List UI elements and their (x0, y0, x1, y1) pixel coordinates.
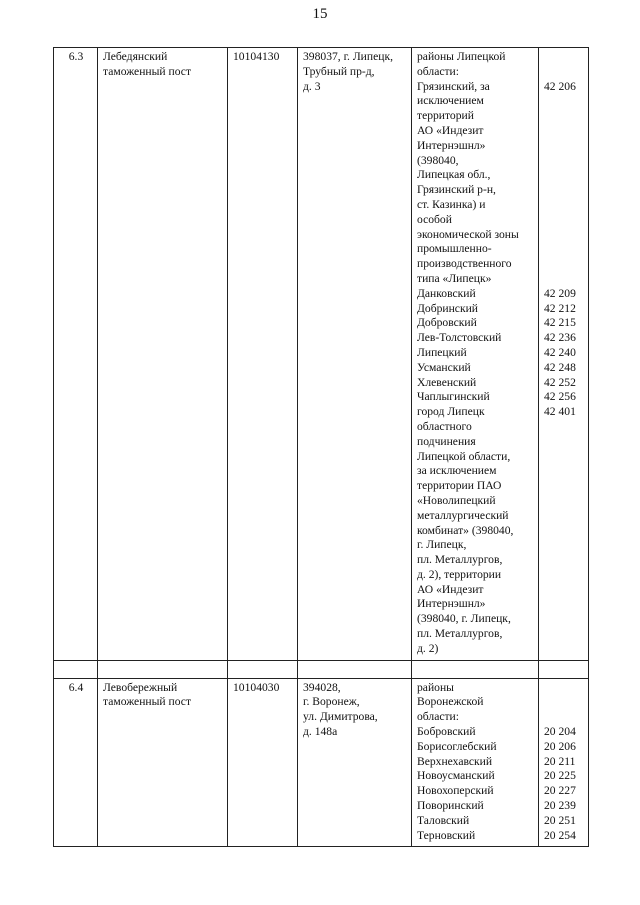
code-entry: 20 211 (544, 754, 576, 768)
area-entry: районы (417, 680, 454, 694)
row-number: 6.4 (54, 678, 98, 847)
code-entry: 42 252 (544, 375, 576, 389)
code-entry (544, 168, 584, 183)
area-entry: Новохоперский (417, 784, 494, 798)
area-entry: районы Липецкой (417, 50, 506, 63)
post-address: 398037, г. Липецк, Трубный пр-д, д. 3 (303, 50, 393, 93)
code-entry (544, 538, 584, 553)
area-entry: Хлевенский (417, 375, 477, 389)
post-code: 10104130 (228, 48, 298, 661)
area-entry: Данковский (417, 286, 476, 300)
code-entry (544, 509, 584, 524)
code-entry: 42 240 (544, 345, 576, 359)
code-entry: 20 225 (544, 769, 576, 783)
area-entry: Лев-Толстовский (417, 331, 502, 345)
row-number: 6.3 (54, 48, 98, 661)
code-entry (544, 198, 584, 213)
code-list (539, 48, 589, 661)
area-entry: пл. Металлургов, (417, 553, 503, 567)
code-entry (544, 228, 584, 243)
area-entry: ст. Казинка) и (417, 197, 486, 211)
post-code: 10104030 (228, 678, 298, 847)
area-entry: территорий (417, 109, 474, 123)
code-entry (544, 568, 584, 583)
area-entry: Верхнехавский (417, 754, 493, 768)
code-entry (544, 124, 584, 139)
code-entry (544, 553, 584, 568)
area-entry: (398040, г. Липецк, (417, 612, 511, 626)
post-name: Лебедянский таможенный пост (103, 50, 192, 78)
area-entry: Чаплыгинский (417, 390, 490, 404)
area-entry: производственного (417, 257, 512, 271)
code-entry: 42 248 (544, 360, 576, 374)
area-entry: АО «Индезит (417, 123, 484, 137)
code-entry (544, 450, 584, 465)
code-entry (544, 109, 584, 124)
code-entry (544, 94, 584, 109)
code-entry (544, 479, 584, 494)
code-entry: 42 236 (544, 331, 576, 345)
page-number: 15 (312, 6, 328, 22)
area-entry: Таловский (417, 813, 470, 827)
area-entry: области: (417, 710, 459, 724)
area-entry: «Новолипецкий (417, 493, 496, 507)
code-entry: 20 204 (544, 725, 576, 739)
code-entry (544, 272, 584, 287)
area-entry: экономической зоны (417, 227, 519, 241)
code-entry (544, 65, 584, 80)
code-entry (544, 681, 584, 696)
area-entry: Интернэшнл» (417, 138, 486, 152)
area-entry: Борисоглебский (417, 739, 497, 753)
table-row (54, 48, 589, 661)
row-spacer (54, 660, 589, 678)
area-entry: Добринский (417, 301, 478, 315)
area-entry: комбинат» (398040, (417, 523, 514, 537)
area-entry: АО «Индезит (417, 582, 484, 596)
code-entry (544, 494, 584, 509)
area-entry: области: (417, 64, 459, 78)
area-entry: Липецкий (417, 345, 467, 359)
code-entry: 42 206 (544, 79, 576, 93)
area-entry: промышленно- (417, 242, 492, 256)
area-entry: Добровский (417, 316, 477, 330)
code-entry (544, 435, 584, 450)
area-list (412, 678, 539, 847)
code-entry (544, 710, 584, 725)
area-entry: исключением (417, 94, 484, 108)
area-entry: Новоусманский (417, 769, 495, 783)
code-entry: 42 212 (544, 301, 576, 315)
area-entry: г. Липецк, (417, 538, 467, 552)
area-entry: областного (417, 419, 472, 433)
code-entry: 42 256 (544, 390, 576, 404)
table-row (54, 678, 589, 847)
code-entry: 42 209 (544, 286, 576, 300)
area-entry: пл. Металлургов, (417, 627, 503, 641)
area-entry: д. 2) (417, 641, 439, 655)
code-entry (544, 597, 584, 612)
code-entry (544, 257, 584, 272)
post-name: Левобережный таможенный пост (103, 680, 192, 709)
area-entry: типа «Липецк» (417, 271, 492, 285)
code-entry (544, 583, 584, 598)
area-entry: д. 2), территории (417, 567, 502, 581)
area-entry: Грязинский р-н, (417, 183, 496, 197)
area-entry: Терновский (417, 828, 476, 842)
area-entry: Липецкой области, (417, 449, 511, 463)
code-entry (544, 213, 584, 228)
code-entry (544, 50, 584, 65)
code-entry (544, 183, 584, 198)
customs-posts-table (53, 47, 589, 847)
code-entry: 42 401 (544, 405, 576, 419)
area-entry: Липецкая обл., (417, 168, 491, 182)
area-entry: (398040, (417, 153, 459, 167)
code-entry: 20 227 (544, 784, 576, 798)
code-entry (544, 139, 584, 154)
post-address: 394028, г. Воронеж, ул. Димитрова, д. 148а (303, 680, 378, 739)
code-entry: 20 254 (544, 828, 576, 842)
code-entry: 20 239 (544, 799, 576, 813)
code-entry (544, 627, 584, 642)
area-entry: Воронежской (417, 695, 484, 709)
code-entry (544, 612, 584, 627)
code-entry (544, 642, 584, 657)
area-entry: Грязинский, за (417, 79, 490, 93)
code-entry (544, 695, 584, 710)
code-entry: 42 215 (544, 316, 576, 330)
area-entry: особой (417, 212, 452, 226)
area-entry: город Липецк (417, 405, 485, 419)
code-entry: 20 251 (544, 813, 576, 827)
code-entry (544, 242, 584, 257)
area-list (412, 48, 539, 661)
area-entry: Бобровский (417, 725, 476, 739)
code-list (539, 678, 589, 847)
area-entry: подчинения (417, 434, 476, 448)
area-entry: Интернэшнл» (417, 597, 486, 611)
code-entry (544, 154, 584, 169)
area-entry: за исключением (417, 464, 497, 478)
area-entry: территории ПАО (417, 479, 502, 493)
area-entry: металлургический (417, 508, 509, 522)
area-entry: Поворинский (417, 799, 484, 813)
code-entry (544, 524, 584, 539)
code-entry: 20 206 (544, 739, 576, 753)
code-entry (544, 464, 584, 479)
code-entry (544, 420, 584, 435)
area-entry: Усманский (417, 360, 471, 374)
